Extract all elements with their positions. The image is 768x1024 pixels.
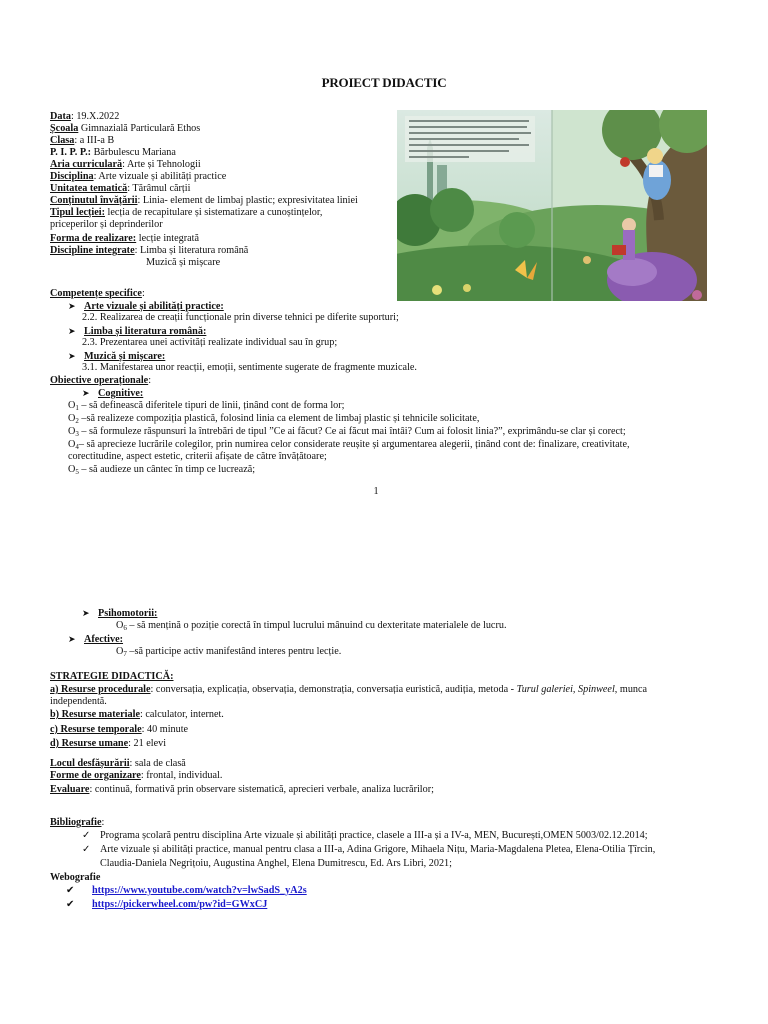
bibliografie-item: ✓ Programa școlară pentru disciplina Arte vizuale și abilități practice, clasele a III-a și a IV-a, MEN, București,OMEN 5003/02.12.2014; (82, 830, 648, 841)
strategie-heading: STRATEGIE DIDACTICĂ: (50, 671, 174, 682)
header-line: Tipul lecției: lecția de recapitulare și sistematizare a cunoștințelor, (50, 207, 323, 218)
resurse-materiale: b) Resurse materiale: calculator, internet. (50, 709, 224, 720)
arrowhead-bullet-icon: ➤ (68, 351, 76, 361)
loc-desfasurare: Locul desfășurării: sala de clasă (50, 758, 186, 769)
header-line: Disciplina: Arte vizuale și abilități practice (50, 171, 227, 182)
resurse-temporale: c) Resurse temporale: 40 minute (50, 724, 189, 735)
arrowhead-bullet-icon: ➤ (68, 634, 76, 644)
header-line: Clasa: a III-a B (50, 135, 115, 146)
check-icon: ✓ (82, 830, 91, 841)
header-line: Forma de realizare: lecție integrată (50, 233, 199, 244)
arrowhead-bullet-icon: ➤ (82, 608, 90, 618)
webografie-item (66, 899, 267, 911)
cognitive-label: ➤ Cognitive: (82, 388, 144, 399)
obiective-heading: Obiective operaționale: (50, 375, 152, 386)
competenta-text: 2.2. Realizarea de creații funcționale prin diverse tehnici pe diferite suporturi; (82, 312, 399, 323)
objective-item: $O_5$ – să audieze un cântec în timp ce lucrează; (68, 464, 256, 476)
webografie-heading: Webografie (50, 872, 101, 883)
header-line: Conținutul învățării: Linia- element de limbaj plastic; expresivitatea liniei (50, 195, 358, 206)
competente-heading: Competențe specifice: (50, 288, 145, 299)
competenta-text: 2.3. Prezentarea unei activități realizate individual sau în grup; (82, 337, 338, 348)
check-icon: ✓ (82, 844, 91, 855)
objective-item: $O_7$ –să participe activ manifestând interes pentru lecție. (116, 646, 342, 658)
header-line: Aria curriculară: Arte și Tehnologii (50, 159, 201, 170)
afective-label: ➤ Afective: (68, 634, 124, 645)
competenta-discipline: ➤ Muzică și mișcare: (68, 351, 166, 362)
competenta-discipline: ➤ Arte vizuale și abilități practice: (68, 301, 224, 312)
pickerwheel-link[interactable]: https://pickerwheel.com/pw?id=GWxCJ (92, 899, 268, 910)
objective-item: $O_1$ – să definească diferitele tipuri de linii, ținând cont de forma lor; (68, 400, 345, 412)
check-icon: ✔ (66, 885, 75, 896)
alice-in-wonderland-illustration (397, 110, 707, 301)
youtube-link[interactable]: https://www.youtube.com/watch?v=lwSadS_yA2s (92, 885, 307, 896)
objective-item: $O_6$ – să mențină o poziție corectă în timpul lucrului mânuind cu dexteritate materialele de lucru. (116, 620, 507, 632)
page-number: 1 (373, 486, 379, 497)
psihomotorii-label: ➤ Psihomotorii: (82, 608, 158, 619)
arrowhead-bullet-icon: ➤ (82, 388, 90, 398)
header-line: Muzică și mișcare (146, 257, 221, 268)
check-icon: ✔ (66, 899, 75, 910)
header-line: P. I. P. P.: Bărbulescu Mariana (50, 147, 176, 158)
header-line: priceperilor și deprinderilor (50, 219, 163, 230)
resurse-umane: d) Resurse umane: 21 elevi (50, 738, 167, 749)
forme-organizare: Forme de organizare: frontal, individual. (50, 770, 223, 781)
objective-item-continued: corectitudine, aspect estetic, criterii afișate de către învățătoare; (68, 451, 327, 462)
header-line: Școala Gimnazială Particulară Ethos (50, 123, 201, 134)
header-line: Unitatea tematică: Tărâmul cărții (50, 183, 191, 194)
arrowhead-bullet-icon: ➤ (68, 301, 76, 311)
objective-item: $O_4-$ să aprecieze lucrările colegilor, prin numirea celor considerate reușite și argumentarea alegerii, ținând cont de: finalizare, creativitate, (68, 439, 630, 451)
bibliografie-item: ✓ Arte vizuale și abilități practice, manual pentru clasa a III-a, Adina Grigore, Mihaela Nițu, Maria-Magdalena Pletea, Elena-Otilia Țîrcin, (82, 844, 656, 855)
evaluare: Evaluare: continuă, formativă prin observare sistematică, aprecieri verbale, analiza lucrărilor; (50, 784, 434, 795)
header-line: Data: 19.X.2022 (50, 111, 120, 122)
competenta-discipline: ➤ Limba și literatura română: (68, 326, 207, 337)
resurse-procedurale: a) Resurse procedurale: conversația, explicația, observația, demonstrația, conversația euristică, audiția, metoda - Turul galeriei, Spinweel, munca (50, 684, 648, 695)
arrowhead-bullet-icon: ➤ (68, 326, 76, 336)
objective-item: $O_2$ –să realizeze compoziția plastică, folosind linia ca element de limbaj plastic și tehnicile solicitate, (68, 413, 480, 425)
bibliografie-item-continued: Claudia-Daniela Negrițoiu, Augustina Anghel, Elena Dumitrescu, Ed. Ars Libri, 2021; (100, 858, 452, 869)
book-illustration (397, 110, 707, 301)
header-line: Discipline integrate: Limba și literatura română (50, 245, 249, 256)
webografie-item (66, 885, 307, 897)
bibliografie-heading: Bibliografie: (50, 817, 105, 828)
document-title: PROIECT DIDACTIC (321, 75, 447, 90)
competenta-text: 3.1. Manifestarea unor reacții, emoții, sentimente sugerate de fragmente muzicale. (82, 362, 417, 373)
objective-item: $O_3$ – să formuleze răspunsuri la întrebări de tipul ”Ce ai făcut? Ce ai făcut mai întâi? Cum ai folosit linia?”, exprimându-se clar și corect; (68, 426, 626, 438)
resurse-procedurale-continued: independentă. (50, 696, 107, 707)
